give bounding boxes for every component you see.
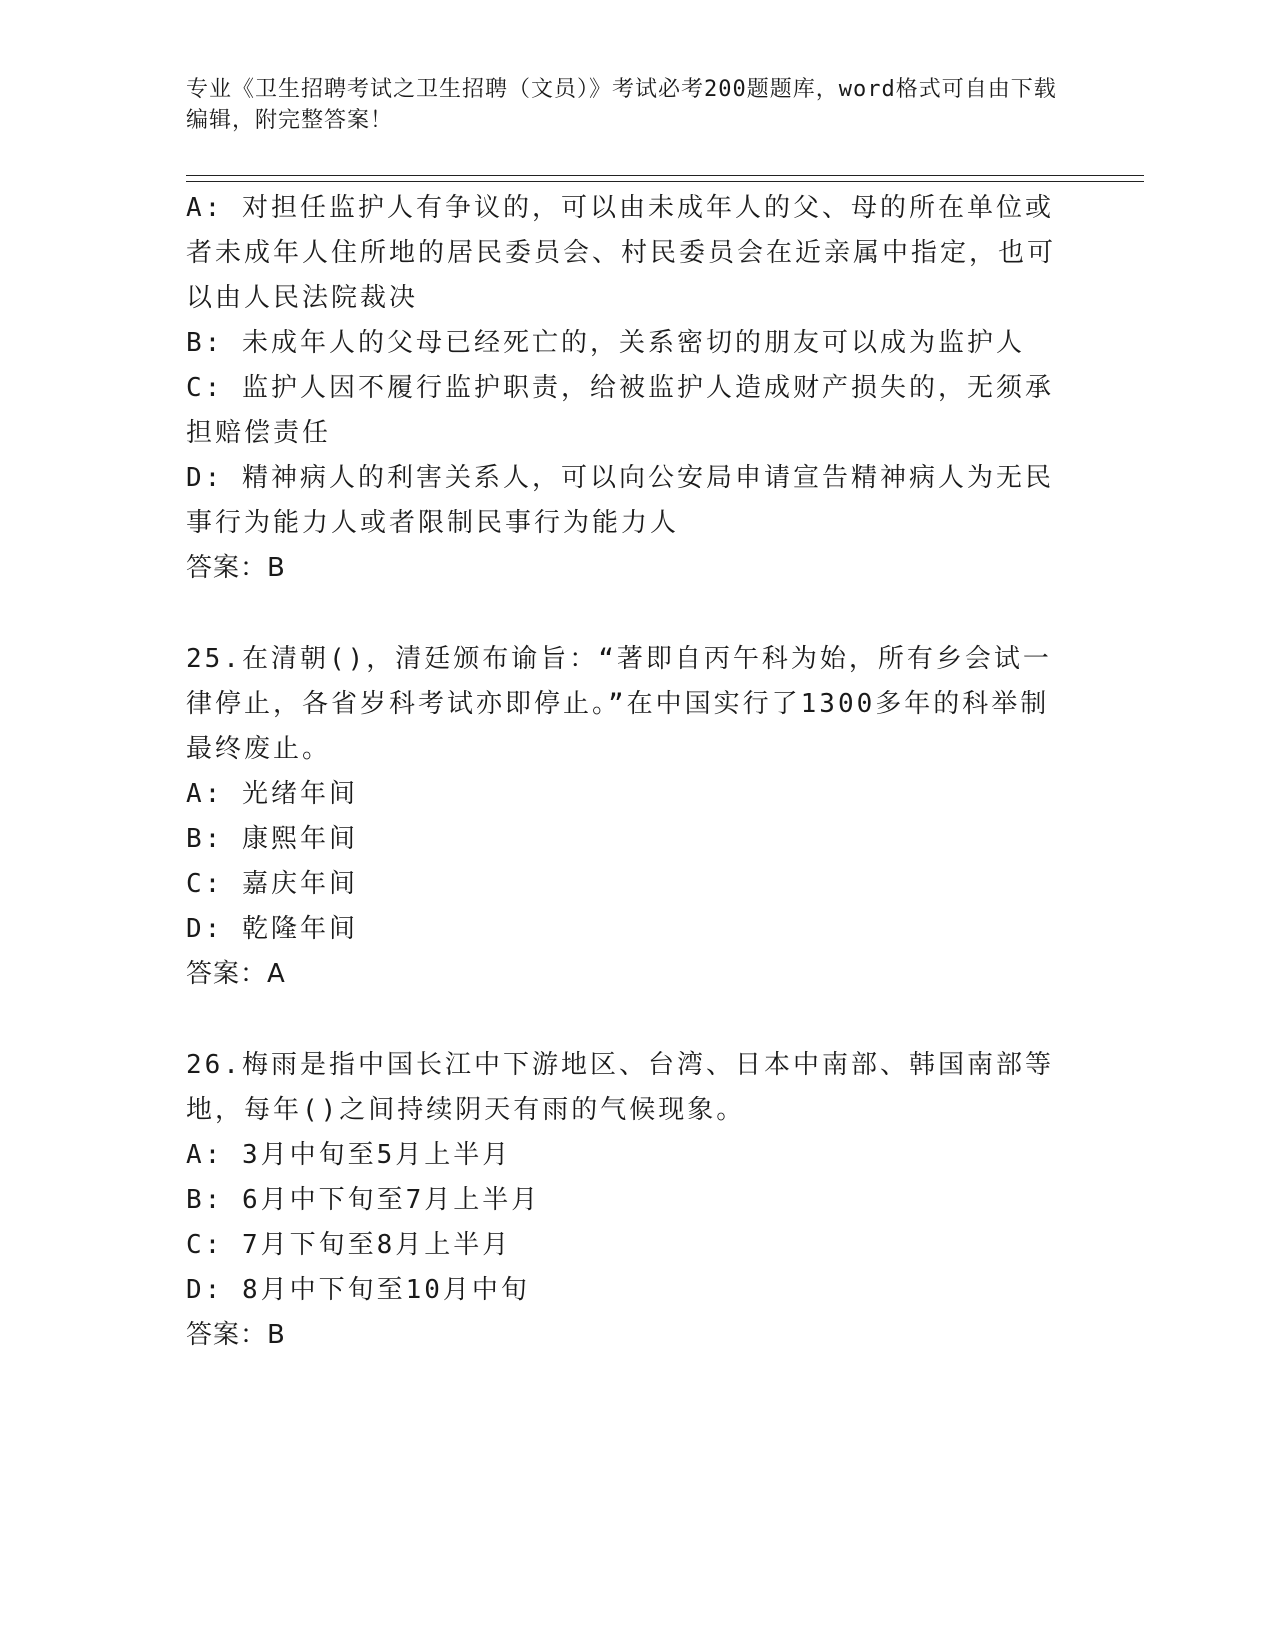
option-c: C: 嘉庆年间 bbox=[186, 869, 358, 899]
option-b: B: 未成年人的父母已经死亡的，关系密切的朋友可以成为监护人 bbox=[186, 328, 1025, 358]
option-d: D: 8月中下旬至10月中旬 bbox=[186, 1275, 530, 1305]
option-d: D: 乾隆年间 bbox=[186, 914, 358, 944]
option-a: A: 对担任监护人有争议的，可以由未成年人的父、母的所在单位或者未成年人住所地的居民委员会、村民委员会在近亲属中指定，也可以由人民法院裁决 bbox=[186, 193, 1057, 313]
question-text: 26.梅雨是指中国长江中下游地区、台湾、日本中南部、韩国南部等地，每年()之间持续阴天有雨的气候现象。 bbox=[186, 1050, 1054, 1125]
header-divider-bottom bbox=[186, 181, 1144, 182]
question-25 bbox=[186, 637, 1066, 997]
option-d: D: 精神病人的利害关系人，可以向公安局申请宣告精神病人为无民事行为能力人或者限制民事行为能力人 bbox=[186, 463, 1054, 538]
option-b: B: 康熙年间 bbox=[186, 824, 358, 854]
option-a: A: 光绪年间 bbox=[186, 779, 358, 809]
question-24 bbox=[186, 186, 1066, 591]
option-c: C: 监护人因不履行监护职责，给被监护人造成财产损失的，无须承担赔偿责任 bbox=[186, 373, 1054, 448]
document-body bbox=[186, 186, 1066, 1358]
option-a: A: 3月中旬至5月上半月 bbox=[186, 1140, 512, 1170]
question-text: 25.在清朝()，清廷颁布谕旨：“著即自丙午科为始，所有乡会试一律停止，各省岁科考试亦即停止。”在中国实行了1300多年的科举制最终废止。 bbox=[186, 644, 1052, 764]
answer-line: 答案：B bbox=[186, 553, 286, 583]
document-header: 专业《卫生招聘考试之卫生招聘（文员）》考试必考200题题库，word格式可自由下载编辑，附完整答案！ bbox=[186, 77, 1057, 133]
answer-line: 答案：B bbox=[186, 1320, 286, 1350]
question-26 bbox=[186, 1043, 1066, 1358]
option-c: C: 7月下旬至8月上半月 bbox=[186, 1230, 512, 1260]
header-divider-top bbox=[186, 175, 1144, 176]
option-b: B: 6月中下旬至7月上半月 bbox=[186, 1185, 541, 1215]
answer-line: 答案：A bbox=[186, 959, 286, 989]
